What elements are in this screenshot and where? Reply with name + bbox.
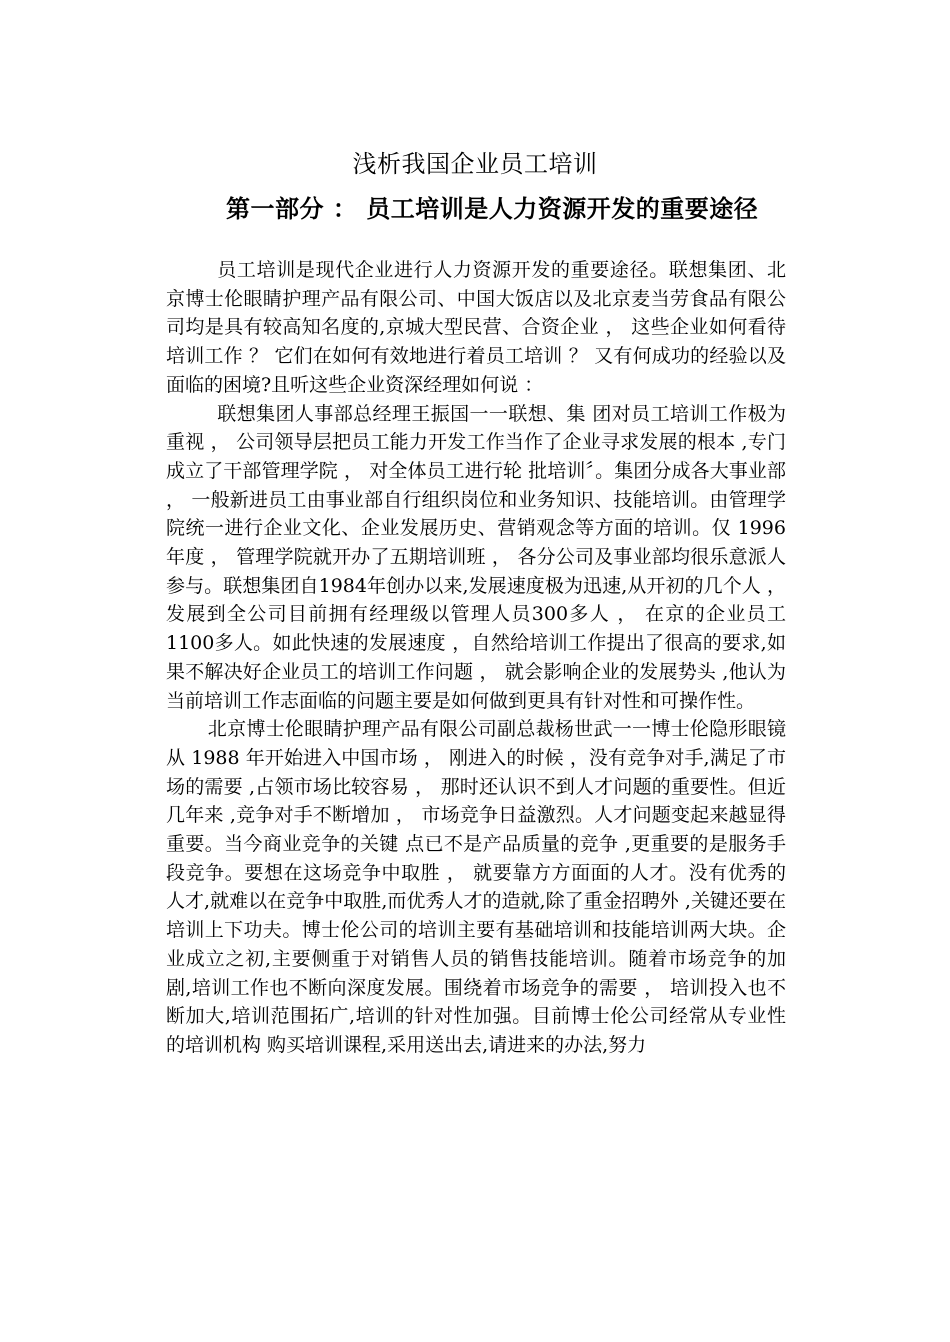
document-title: 浅析我国企业员工培训: [352, 150, 598, 178]
document-body: [166, 256, 786, 1060]
paragraph-intro: 员工培训是现代企业进行人力资源开发的重要途径。联想集团、北京博士伦眼睛护理产品有限公司、中国大饭店以及北京麦当劳食品有限公司均是具有较高知名度的,京城大型民营、合资企业 ， 这些企业如何看待培训工作 ？ 它们在如何有效地进行着员工培训 ？ 又有何成功的经验以及面临的困境?且听这些企业资深经理如何说 ：: [166, 259, 786, 396]
paragraph-bausch-lomb: 北京博士伦眼睛护理产品有限公司副总裁杨世武一一博士伦隐形眼镜从 1988 年开始进入中国市场 ， 刚进入的时候 ，没有竞争对手,满足了市场的需要 ,占领市场比较容易 ， 那时还认识不到人才问题的重要性。但近几年来 ,竞争对手不断增加 ， 市场竞争日益激烈。人才问题变起来越显得重要。当今商业竞争的关键 点已不是产品质量的竞争 ,更重要的是服务手段竞争。要想在这场竞争中取胜 ， 就要靠方方面面的人才。没有优秀的人才,就难以在竞争中取胜,而优秀人才的造就,除了重金招聘外 ,关键还要在培训上下功夫。博士伦公司的培训主要有基础培训和技能培训两大块。企业成立之初,主要侧重于对销售人员的销售技能培训。随着市场竞争的加剧,培训工作也不断向深度发展。围绕着市场竞争的需要 ， 培训投入也不断加大,培训范围拓广,培训的针对性加强。目前博士伦公司经常从专业性的培训机构 购买培训课程,采用送出去,请进来的办法,努力: [166, 718, 786, 1056]
section-heading: 第一部分 ： 员工培训是人力资源开发的重要途径: [226, 195, 759, 223]
paragraph-lenovo: 联想集团人事部总经理王振国一一联想、集 团对员工培训工作极为重视 ， 公司领导层把员工能力开发工作当作了企业寻求发展的根本 ,专门成立了干部管理学院 ， 对全体员工进行轮 批培训〞。集团分成各大事业部 ， 一般新进员工由事业部自行组织岗位和业务知识、技能培训。由管理学院统一进行企业文化、企业发展历史、营销观念等方面的培训。仅 1996 年度 ， 管理学院就开办了五期培训班 ， 各分公司及事业部均很乐意派人参与。联想集团自1984年创办以来,发展速度极为迅速,从开初的几个人 ， 发展到全公司目前拥有经理级以管理人员300多人 ， 在京的企业员工 1100多人。如此快速的发展速度 ，自然给培训工作提出了很高的要求,如果不解决好企业员工的培训工作问题 ， 就会影响企业的发展势头 ,他认为当前培训工作志面临的问题主要是如何做到更具有针对性和可操作性。: [166, 402, 786, 712]
